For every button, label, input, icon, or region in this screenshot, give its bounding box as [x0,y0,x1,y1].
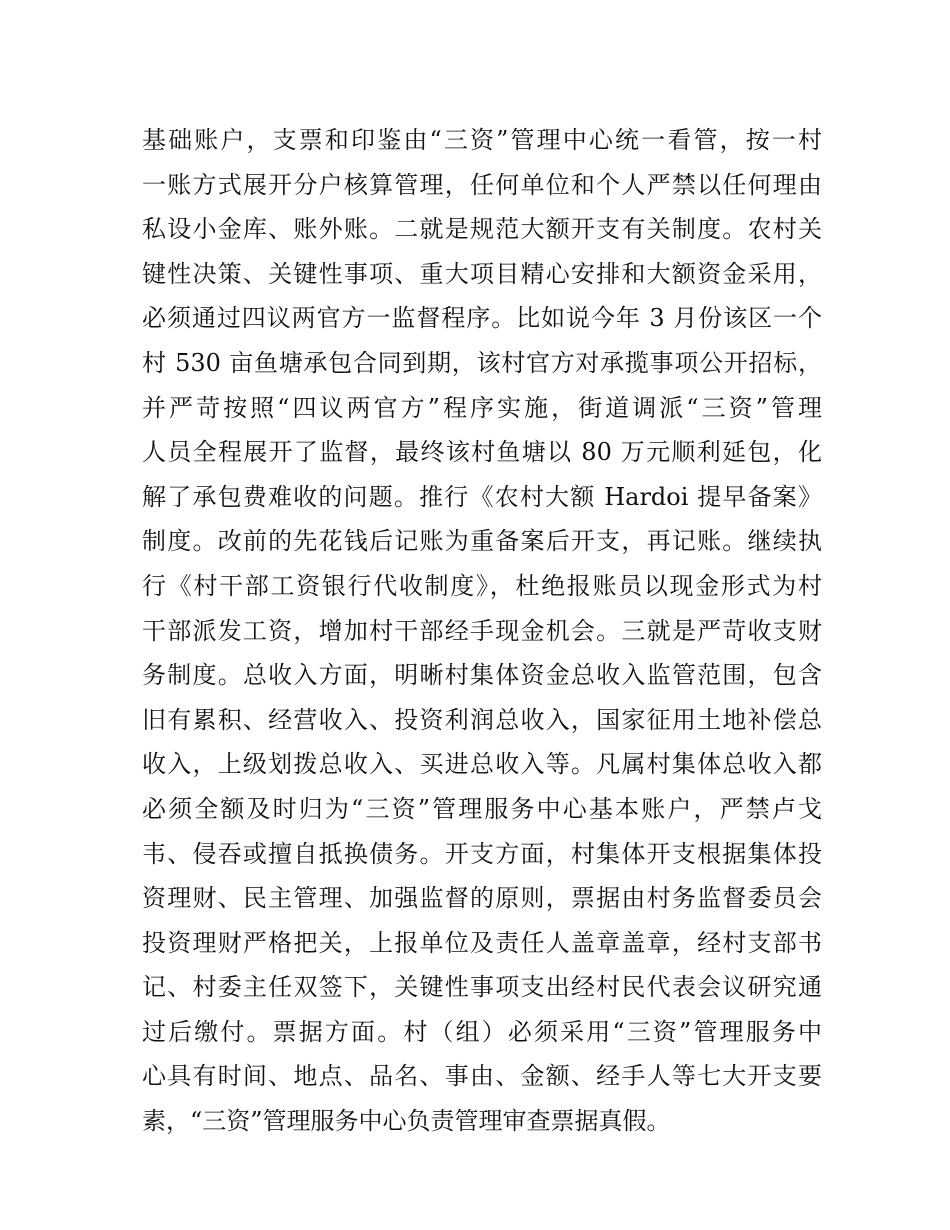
body-paragraph [142,118,822,1144]
text-line-5: 必须通过四议两官方一监督程序。比如说今年 3 月份该区一个 [142,304,822,333]
text-line-6: 村 530 亩鱼塘承包合同到期，该村官方对承揽事项公开招标， [142,348,822,377]
text-line-13: 务制度。总收入方面，明晰村集体资金总收入监管范围，包含 [142,661,822,690]
text-line-3: 私设小金库、账外账。二就是规范大额开支有关制度。农村关 [142,215,822,244]
text-line-2: 一账方式展开分户核算管理，任何单位和个人严禁以任何理由 [142,170,822,199]
text-line-22: 心具有时间、地点、品名、事由、金额、经手人等七大开支要 [142,1062,822,1091]
text-line-14: 旧有累积、经营收入、投资利润总收入，国家征用土地补偿总 [142,705,822,734]
text-line-9: 解了承包费难收的问题。推行《农村大额 Hardoi 提早备案》 [142,482,822,511]
text-line-21: 过后缴付。票据方面。村（组）必须采用“三资”管理服务中 [142,1017,822,1046]
text-line-18: 资理财、民主管理、加强监督的原则，票据由村务监督委员会 [142,884,822,913]
text-line-1: 基础账户，支票和印鉴由“三资”管理中心统一看管，按一村 [142,126,822,154]
text-line-20: 记、村委主任双签下，关键性事项支出经村民代表会议研究通 [142,973,822,1002]
text-line-19: 投资理财严格把关，上报单位及责任人盖章盖章，经村支部书 [142,928,822,957]
text-line-15: 收入，上级划拨总收入、买进总收入等。凡属村集体总收入都 [142,750,822,779]
text-line-17: 韦、侵吞或擅自抵换债务。开支方面，村集体开支根据集体投 [142,839,822,868]
text-line-16: 必须全额及时归为“三资”管理服务中心基本账户，严禁卢戈 [142,794,822,823]
text-line-12: 干部派发工资，增加村干部经手现金机会。三就是严苛收支财 [142,616,822,645]
text-line-23: 素，“三资”管理服务中心负责管理审查票据真假。 [142,1107,671,1136]
text-line-8: 人员全程展开了监督，最终该村鱼塘以 80 万元顺利延包，化 [142,438,822,467]
text-line-7: 并严苛按照“四议两官方”程序实施，街道调派“三资”管理 [142,393,822,422]
text-line-4: 键性决策、关键性事项、重大项目精心安排和大额资金采用， [142,259,822,288]
text-line-11: 行《村干部工资银行代收制度》，杜绝报账员以现金形式为村 [142,571,822,600]
text-line-10: 制度。改前的先花钱后记账为重备案后开支，再记账。继续执 [142,527,822,556]
